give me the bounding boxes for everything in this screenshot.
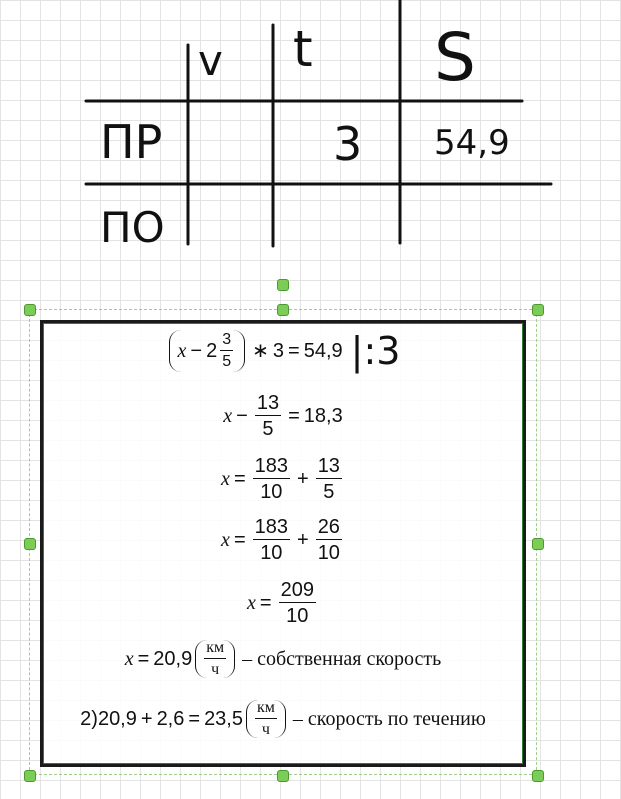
resize-handle-bottom[interactable] bbox=[277, 770, 289, 782]
resize-handle-bottom-right[interactable] bbox=[532, 770, 544, 782]
cell-pr-t: 3 bbox=[333, 117, 363, 171]
equation-1 bbox=[40, 330, 526, 372]
fraction-2 bbox=[316, 456, 342, 502]
denominator: 5 bbox=[323, 481, 335, 503]
addend: 2,6 bbox=[156, 708, 185, 730]
times-sign: ∗ bbox=[252, 340, 269, 362]
step-prefix: 2)20,9 bbox=[80, 708, 137, 730]
fraction bbox=[279, 580, 316, 626]
fraction-1 bbox=[253, 456, 290, 502]
resize-handle-top-right[interactable] bbox=[532, 304, 544, 316]
value: 20,9 bbox=[153, 648, 193, 670]
denominator: 10 bbox=[286, 605, 309, 627]
plus-sign: + bbox=[297, 468, 309, 490]
right-side: 54,9 bbox=[303, 340, 343, 362]
plus-sign: + bbox=[140, 708, 153, 730]
resize-handle-bottom-left[interactable] bbox=[24, 770, 36, 782]
value: 23,5 bbox=[204, 708, 243, 730]
variable-x: x bbox=[247, 592, 256, 614]
numerator: 183 bbox=[254, 516, 288, 538]
equation-2 bbox=[40, 393, 526, 439]
fraction bbox=[220, 332, 233, 370]
unit-paren bbox=[195, 640, 235, 678]
factor: 3 bbox=[272, 340, 285, 362]
equals-sign: = bbox=[188, 708, 201, 730]
equation-5 bbox=[40, 580, 526, 626]
fraction-1 bbox=[253, 517, 290, 563]
handwritten-divide-note: |:3 bbox=[350, 329, 401, 373]
unit-fraction bbox=[204, 640, 226, 678]
resize-handle-left[interactable] bbox=[24, 538, 36, 550]
handwritten-table bbox=[0, 0, 621, 300]
equals-sign: = bbox=[233, 468, 246, 490]
right-side: 18,3 bbox=[303, 405, 343, 427]
mixed-whole: 2 bbox=[206, 340, 218, 362]
plus-sign: + bbox=[297, 529, 309, 551]
equals-sign: = bbox=[288, 340, 300, 362]
row-label-pr: ПР bbox=[100, 115, 163, 169]
paren-group bbox=[169, 330, 246, 372]
fraction bbox=[255, 393, 281, 439]
denominator: 10 bbox=[260, 481, 283, 503]
minus-sign: − bbox=[190, 340, 203, 362]
variable-x: x bbox=[221, 468, 230, 490]
equation-6 bbox=[40, 640, 526, 678]
row-label-po: ПО bbox=[100, 203, 165, 252]
equals-sign: = bbox=[233, 529, 246, 551]
variable-x: x bbox=[223, 405, 233, 427]
resize-handle-top[interactable] bbox=[277, 304, 289, 316]
equals-sign: = bbox=[288, 405, 300, 427]
denominator: 10 bbox=[317, 542, 340, 564]
equation-3 bbox=[40, 456, 526, 502]
unit-denominator: ч bbox=[261, 721, 270, 738]
equation-4 bbox=[40, 517, 526, 563]
numerator: 26 bbox=[317, 516, 340, 538]
header-t: t bbox=[293, 20, 313, 78]
numerator: 3 bbox=[220, 332, 233, 351]
cell-pr-s: 54,9 bbox=[434, 123, 510, 163]
resize-handle-top-left[interactable] bbox=[24, 304, 36, 316]
unit-fraction bbox=[255, 700, 277, 738]
denominator: 5 bbox=[222, 353, 232, 370]
unit-numerator: км bbox=[255, 700, 277, 719]
description: – собственная скорость bbox=[242, 648, 442, 670]
description: – скорость по течению bbox=[292, 708, 486, 730]
header-v: v bbox=[198, 36, 223, 85]
header-s: S bbox=[434, 19, 476, 96]
denominator: 5 bbox=[262, 418, 274, 440]
unit-paren bbox=[246, 700, 286, 738]
numerator: 209 bbox=[280, 579, 314, 601]
equals-sign: = bbox=[137, 648, 150, 670]
equation-7 bbox=[40, 700, 526, 738]
rotate-handle[interactable] bbox=[277, 279, 289, 291]
variable-x: x bbox=[221, 529, 230, 551]
unit-numerator: км bbox=[204, 640, 226, 659]
resize-handle-right[interactable] bbox=[532, 538, 544, 550]
equals-sign: = bbox=[259, 592, 272, 614]
variable-x: x bbox=[124, 648, 134, 670]
minus-sign: − bbox=[236, 405, 248, 427]
fraction-2 bbox=[316, 517, 342, 563]
numerator: 13 bbox=[256, 392, 280, 414]
unit-denominator: ч bbox=[211, 661, 220, 678]
numerator: 183 bbox=[254, 455, 288, 477]
denominator: 10 bbox=[260, 542, 283, 564]
variable-x: x bbox=[177, 340, 187, 362]
numerator: 13 bbox=[317, 455, 340, 477]
